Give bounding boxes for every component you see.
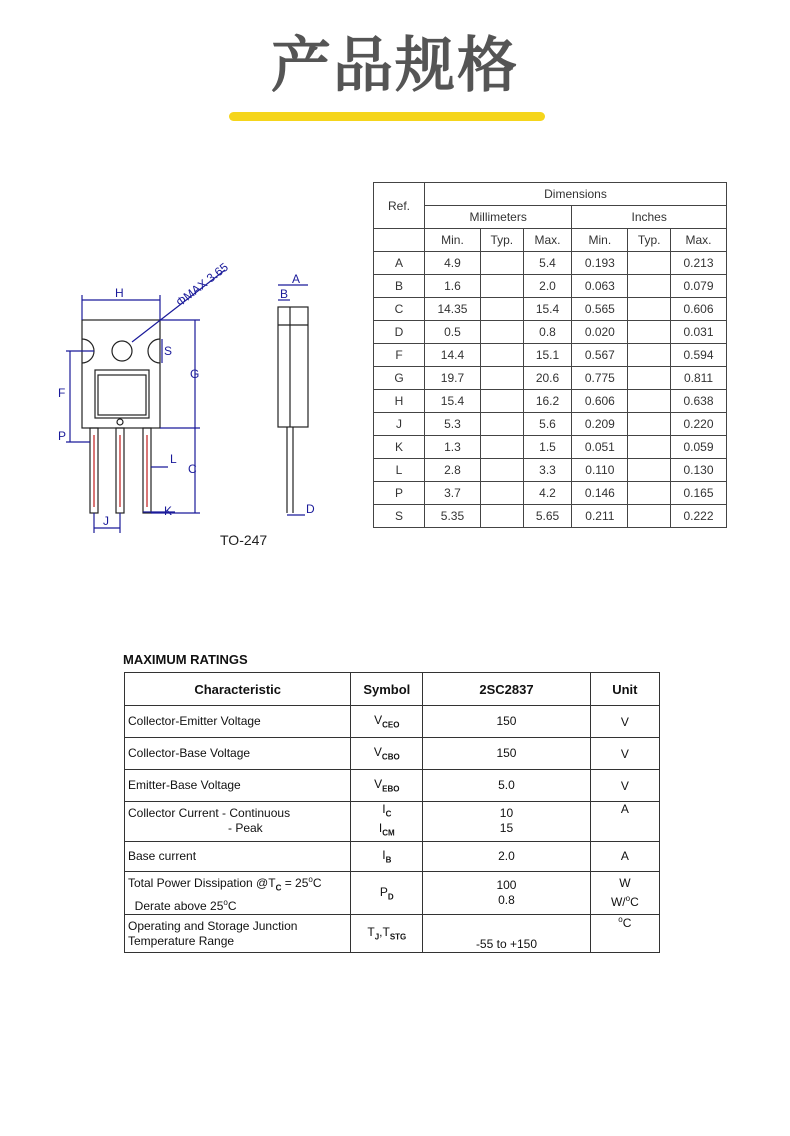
ratings-characteristic: Emitter-Base Voltage <box>125 770 351 802</box>
dim-header-mm: Millimeters <box>425 206 572 229</box>
ratings-unit: V <box>590 738 659 770</box>
dim-cell: 14.4 <box>425 344 481 367</box>
dim-subheader-0: Min. <box>425 229 481 252</box>
dim-cell: 3.7 <box>425 482 481 505</box>
dim-cell: 0.051 <box>572 436 628 459</box>
dim-cell: 1.6 <box>425 275 481 298</box>
dim-cell: 20.6 <box>523 367 572 390</box>
ratings-col-header: Symbol <box>351 673 423 706</box>
dim-cell <box>628 390 671 413</box>
dim-cell: F <box>374 344 425 367</box>
dim-header-in: Inches <box>572 206 727 229</box>
dim-cell <box>480 459 523 482</box>
dim-cell: 5.3 <box>425 413 481 436</box>
dim-cell <box>628 436 671 459</box>
dim-cell: 5.4 <box>523 252 572 275</box>
ratings-unit: V <box>590 706 659 738</box>
dim-cell <box>480 482 523 505</box>
dim-header-dimensions: Dimensions <box>425 183 727 206</box>
dim-cell: 1.3 <box>425 436 481 459</box>
label-K: K <box>164 504 173 518</box>
dim-cell: 16.2 <box>523 390 572 413</box>
dim-cell: 0.211 <box>572 505 628 528</box>
ratings-value: -55 to +150 <box>423 915 590 953</box>
ratings-row <box>125 871 660 914</box>
dim-cell: 19.7 <box>425 367 481 390</box>
dim-cell <box>480 505 523 528</box>
dim-cell: 0.059 <box>671 436 727 459</box>
ratings-value: 2.0 <box>423 841 590 871</box>
dim-cell: 0.146 <box>572 482 628 505</box>
ratings-col-header: 2SC2837 <box>423 673 590 706</box>
dim-cell: 4.2 <box>523 482 572 505</box>
dim-cell: 14.35 <box>425 298 481 321</box>
max-ratings-table <box>124 672 660 953</box>
label-C: C <box>188 462 197 476</box>
dim-cell <box>480 321 523 344</box>
dim-cell: 0.020 <box>572 321 628 344</box>
dim-cell: 2.0 <box>523 275 572 298</box>
dim-cell: 0.031 <box>671 321 727 344</box>
dim-cell: G <box>374 367 425 390</box>
dim-cell <box>628 482 671 505</box>
dim-subheader-2: Max. <box>523 229 572 252</box>
dim-cell: 0.606 <box>671 298 727 321</box>
dim-cell: L <box>374 459 425 482</box>
dim-cell: 0.5 <box>425 321 481 344</box>
dim-cell: 5.6 <box>523 413 572 436</box>
dim-row <box>374 482 727 505</box>
ratings-unit: V <box>590 770 659 802</box>
dim-subheader-1: Typ. <box>480 229 523 252</box>
ratings-characteristic: Collector-Base Voltage <box>125 738 351 770</box>
ratings-value: 10 15 <box>423 802 590 842</box>
title-underline <box>229 112 545 121</box>
dim-cell: H <box>374 390 425 413</box>
ratings-value: 150 <box>423 738 590 770</box>
dim-row <box>374 252 727 275</box>
dim-cell: 3.3 <box>523 459 572 482</box>
ratings-symbol: $P_D$ <box>351 871 423 914</box>
ratings-symbol: $T_J,T_{STG}$ <box>351 915 423 953</box>
ratings-symbol: $V_{CBO}$ <box>351 738 423 770</box>
dim-cell: 2.8 <box>425 459 481 482</box>
dim-cell: 5.65 <box>523 505 572 528</box>
dim-row <box>374 436 727 459</box>
label-A: A <box>292 272 301 286</box>
ratings-symbol: $V_{CEO}$ <box>351 706 423 738</box>
ratings-characteristic: Collector Current - Continuous - Peak <box>125 802 351 842</box>
ratings-unit: $^o$C <box>590 915 659 953</box>
dim-cell: 0.165 <box>671 482 727 505</box>
dim-row <box>374 344 727 367</box>
ratings-characteristic: Total Power Dissipation $@T_C = 25^oC$ Derate above 25$^o$C <box>125 871 351 914</box>
label-D: D <box>306 502 315 516</box>
dim-cell: 0.222 <box>671 505 727 528</box>
ratings-row <box>125 802 660 842</box>
dim-sub-empty <box>374 229 425 252</box>
dim-subheader-5: Max. <box>671 229 727 252</box>
dim-row <box>374 390 727 413</box>
dim-cell: 0.079 <box>671 275 727 298</box>
dim-cell: 0.193 <box>572 252 628 275</box>
ratings-value: 150 <box>423 706 590 738</box>
ratings-value: 5.0 <box>423 770 590 802</box>
dim-row <box>374 321 727 344</box>
dim-cell <box>480 252 523 275</box>
dim-cell: 0.063 <box>572 275 628 298</box>
label-J: J <box>103 514 109 528</box>
dim-cell <box>628 252 671 275</box>
dim-cell: 0.638 <box>671 390 727 413</box>
label-F: F <box>58 386 66 400</box>
dim-cell <box>628 367 671 390</box>
dim-cell: 0.209 <box>572 413 628 436</box>
page-title: 产品规格 <box>271 31 519 101</box>
dim-cell <box>480 275 523 298</box>
dim-cell <box>480 367 523 390</box>
label-H: H <box>115 286 124 300</box>
dim-header-ref: Ref. <box>374 183 425 229</box>
dim-cell: 0.213 <box>671 252 727 275</box>
dim-cell <box>480 390 523 413</box>
ratings-value: 100 0.8 <box>423 871 590 914</box>
dim-row <box>374 275 727 298</box>
dim-cell <box>480 344 523 367</box>
dim-cell: 15.4 <box>523 298 572 321</box>
dim-row <box>374 298 727 321</box>
ratings-row <box>125 915 660 953</box>
dim-cell: 0.130 <box>671 459 727 482</box>
ratings-row <box>125 841 660 871</box>
dim-cell <box>628 413 671 436</box>
ratings-characteristic: Base current <box>125 841 351 871</box>
dim-cell <box>628 459 671 482</box>
ratings-symbol: $I_B$ <box>351 841 423 871</box>
dim-subheader-4: Typ. <box>628 229 671 252</box>
dim-cell: S <box>374 505 425 528</box>
dim-cell: 0.567 <box>572 344 628 367</box>
ratings-unit: A <box>590 841 659 871</box>
dim-cell <box>628 275 671 298</box>
ratings-row <box>125 706 660 738</box>
dim-cell: 0.811 <box>671 367 727 390</box>
ratings-row <box>125 738 660 770</box>
label-B: B <box>280 287 289 301</box>
label-phi: ΦMAX 3.65 <box>173 259 231 310</box>
dim-cell: B <box>374 275 425 298</box>
dim-cell: J <box>374 413 425 436</box>
ratings-symbol: $V_{EBO}$ <box>351 770 423 802</box>
dim-cell: 0.565 <box>572 298 628 321</box>
dim-cell: 15.4 <box>425 390 481 413</box>
dim-cell: 0.8 <box>523 321 572 344</box>
dim-cell: 0.220 <box>671 413 727 436</box>
dim-cell: P <box>374 482 425 505</box>
dim-row <box>374 367 727 390</box>
dim-cell: 0.606 <box>572 390 628 413</box>
ratings-col-header: Characteristic <box>125 673 351 706</box>
dim-subheader-3: Min. <box>572 229 628 252</box>
dim-cell: C <box>374 298 425 321</box>
dim-cell: 5.35 <box>425 505 481 528</box>
dim-cell <box>628 344 671 367</box>
dim-cell: D <box>374 321 425 344</box>
dim-cell: A <box>374 252 425 275</box>
to247-package-drawing <box>50 245 340 555</box>
label-S: S <box>164 344 173 358</box>
dim-cell: 0.594 <box>671 344 727 367</box>
dim-cell: 15.1 <box>523 344 572 367</box>
dim-cell <box>480 436 523 459</box>
label-G: G <box>190 367 200 381</box>
dim-row <box>374 505 727 528</box>
ratings-row <box>125 770 660 802</box>
dim-cell <box>628 505 671 528</box>
ratings-symbol: $I_C$ $I_{CM}$ <box>351 802 423 842</box>
label-L: L <box>170 452 177 466</box>
dim-row <box>374 459 727 482</box>
ratings-col-header: Unit <box>590 673 659 706</box>
max-ratings-heading: MAXIMUM RATINGS <box>123 652 248 667</box>
dim-cell <box>480 413 523 436</box>
dimensions-table <box>373 182 727 528</box>
dim-row <box>374 413 727 436</box>
dim-cell: 0.110 <box>572 459 628 482</box>
dim-cell <box>480 298 523 321</box>
ratings-unit: A <box>590 802 659 842</box>
label-P: P <box>58 429 67 443</box>
ratings-characteristic: Collector-Emitter Voltage <box>125 706 351 738</box>
ratings-characteristic: Operating and Storage Junction Temperature Range <box>125 915 351 953</box>
dim-cell <box>628 298 671 321</box>
package-name: TO-247 <box>220 532 268 548</box>
dim-cell: 0.775 <box>572 367 628 390</box>
dim-cell <box>628 321 671 344</box>
ratings-unit: W W/$^o$C <box>590 871 659 914</box>
dim-cell: 4.9 <box>425 252 481 275</box>
dim-cell: K <box>374 436 425 459</box>
dim-cell: 1.5 <box>523 436 572 459</box>
